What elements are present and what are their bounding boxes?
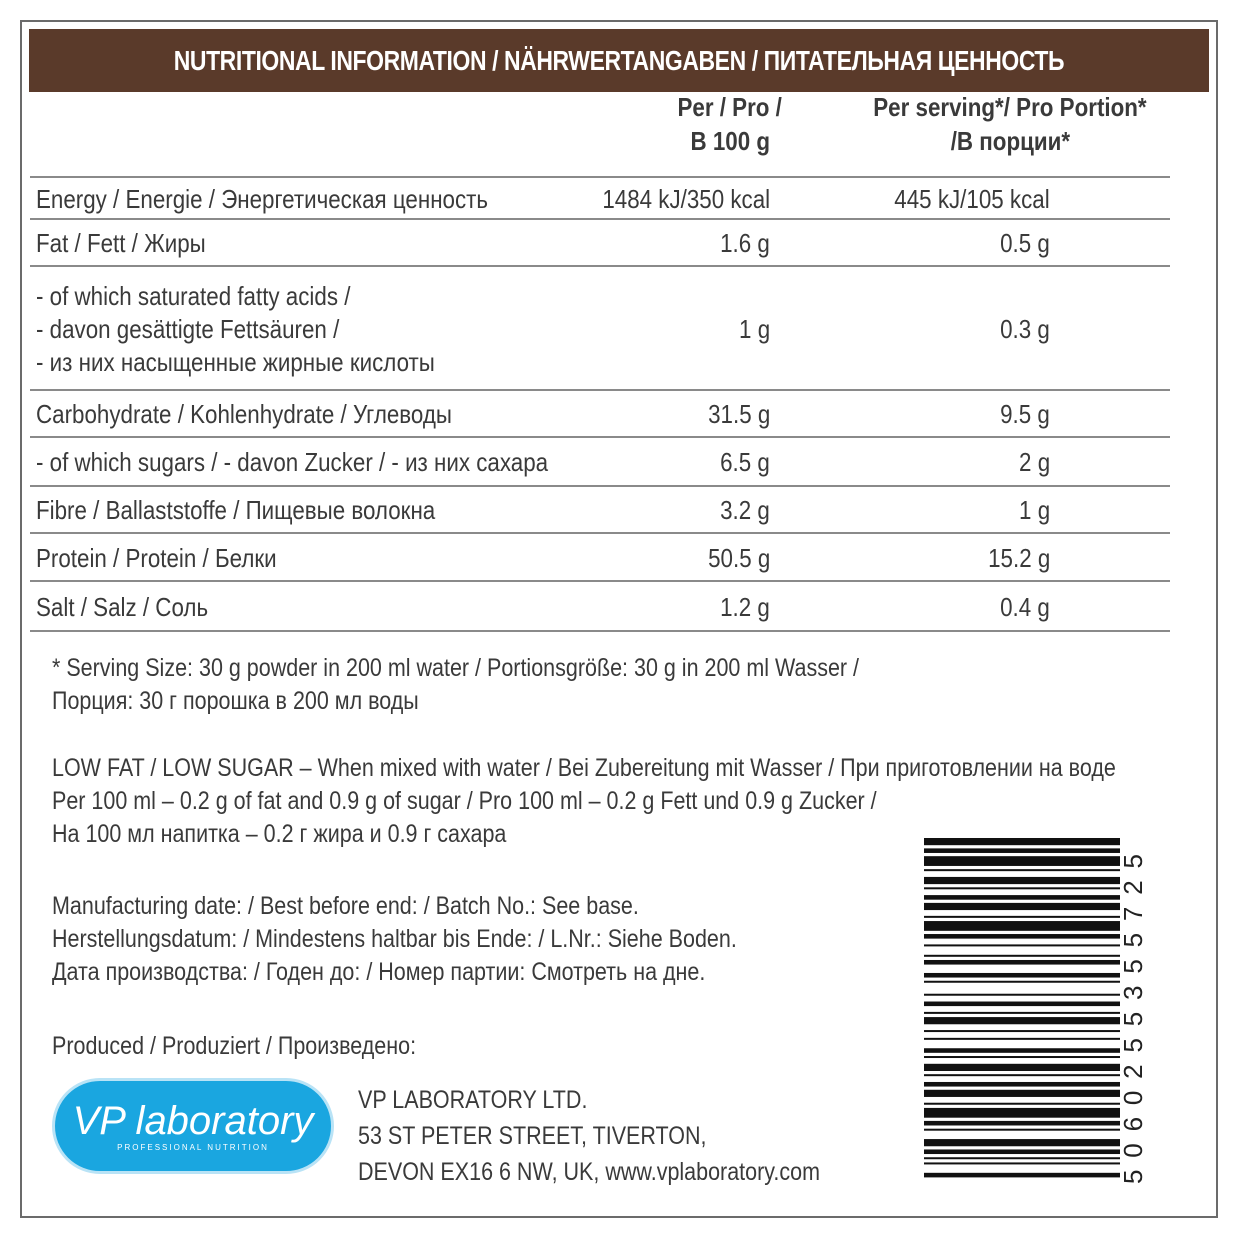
value-text: 0.3 g	[1000, 313, 1050, 344]
value-text: 1 g	[1018, 495, 1050, 525]
barcode-bar	[924, 838, 1120, 845]
value-text: 0.4 g	[1000, 591, 1050, 622]
nutrient-name	[36, 178, 562, 220]
dates-note-line2: Herstellungsdatum: / Mindestens haltbar bis Ende: / L.Nr.: Siehe Boden.	[52, 925, 737, 953]
barcode-bar	[924, 848, 1120, 853]
barcode-bar	[924, 1012, 1120, 1014]
barcode-bar	[924, 981, 1120, 983]
header-title: NUTRITIONAL INFORMATION / NÄHRWERTANGABEN / ПИТАТЕЛЬНАЯ ЦЕННОСТЬ	[173, 44, 1065, 76]
column-header-per-100g	[650, 90, 810, 158]
value-per-serving	[910, 220, 1050, 267]
dates-note-line1: Manufacturing date: / Best before end: / Batch No.: See base.	[52, 892, 639, 920]
nutrient-name-line: - of which saturated fatty acids /	[36, 280, 351, 311]
barcode-bar	[924, 1056, 1120, 1058]
table-row	[30, 391, 1170, 438]
dates-note-line3: Дата производства: / Годен до: / Номер партии: Смотреть на дне.	[52, 958, 706, 986]
barcode-bar	[924, 1082, 1120, 1087]
nutrient-name-line: Fibre / Ballaststoffe / Пищевые волокна	[36, 495, 436, 525]
manufacturer-address	[358, 1082, 895, 1190]
barcode-bar	[924, 1002, 1120, 1007]
table-body	[30, 178, 1170, 632]
value-per-100g	[610, 220, 770, 267]
barcode-bar	[924, 921, 1120, 931]
barcode-bar	[924, 1108, 1120, 1118]
column-header-per-serving-line2: /В порции*	[950, 126, 1070, 156]
nutrient-name-line: - из них насыщенные жирные кислоты	[36, 346, 435, 377]
value-per-100g	[610, 438, 770, 487]
value-text: 31.5 g	[707, 399, 770, 429]
low-fat-note-line2: Per 100 ml – 0.2 g of fat and 0.9 g of sugar / Pro 100 ml – 0.2 g Fett und 0.9 g Zucker /	[52, 787, 877, 815]
nutrient-name	[36, 534, 316, 582]
table-row	[30, 487, 1170, 534]
barcode-bar	[924, 1121, 1120, 1126]
table-header-row	[30, 78, 1170, 178]
value-per-100g	[610, 534, 770, 582]
logo-name: VP laboratory	[72, 1098, 314, 1143]
barcode	[924, 838, 1150, 1188]
barcode-bar	[924, 1090, 1120, 1097]
serving-size-note	[52, 652, 990, 718]
nutrient-name	[36, 391, 520, 438]
nutrient-name	[36, 438, 631, 487]
value-text: 15.2 g	[987, 542, 1050, 573]
low-fat-note	[52, 752, 1237, 851]
value-text: 445 kJ/105 kcal	[894, 183, 1050, 214]
barcode-bar	[924, 1074, 1120, 1076]
logo-tagline: PROFESSIONAL NUTRITION	[117, 1142, 269, 1152]
value-per-serving	[894, 178, 1050, 220]
nutrient-name	[36, 267, 500, 391]
nutrient-name	[36, 582, 236, 632]
barcode-bar	[924, 955, 1120, 957]
nutrient-name	[36, 220, 233, 267]
value-text: 9.5 g	[1000, 399, 1050, 429]
barcode-bar	[924, 1149, 1120, 1154]
table-row	[30, 534, 1170, 582]
value-per-serving	[910, 267, 1050, 391]
barcode-bar	[924, 877, 1120, 884]
nutrient-name-line: - of which sugars / - davon Zucker / - из них сахара	[36, 447, 549, 477]
value-text: 0.5 g	[1000, 228, 1050, 258]
nutrient-name-line: Carbohydrate / Kohlenhydrate / Углеводы	[36, 399, 452, 429]
barcode-bar	[924, 934, 1120, 939]
value-text: 1 g	[738, 313, 770, 344]
low-fat-note-line1: LOW FAT / LOW SUGAR – When mixed with water / Bei Zubereitung mit Wasser / При приготовлении на воде	[52, 754, 1116, 782]
address-line3: DEVON EX16 6 NW, UK, www.vplaboratory.com	[358, 1158, 821, 1186]
value-text: 1484 kJ/350 kcal	[602, 183, 770, 214]
value-per-100g	[610, 267, 770, 391]
column-header-per-100g-line2: B 100 g	[690, 126, 770, 156]
barcode-bar	[924, 856, 1120, 866]
serving-note-line2: Порция: 30 г порошка в 200 мл воды	[52, 687, 419, 715]
nutrient-name-line: Salt / Salz / Соль	[36, 591, 209, 622]
produced-label-text: Produced / Produziert / Произведено:	[52, 1032, 417, 1060]
barcode-bar	[924, 903, 1120, 910]
produced-label	[52, 1030, 475, 1063]
value-per-serving	[910, 534, 1050, 582]
column-header-per-100g-line1: Per / Pro /	[677, 92, 783, 122]
table-row	[30, 220, 1170, 267]
value-per-serving	[910, 487, 1050, 534]
value-text: 2 g	[1018, 447, 1050, 477]
nutrient-name-line: Energy / Energie / Энергетическая ценность	[36, 183, 489, 214]
nutrition-table	[30, 78, 1170, 632]
barcode-bar	[924, 1157, 1120, 1159]
dates-note	[52, 890, 848, 989]
barcode-bar	[924, 994, 1120, 996]
address-line1: VP LABORATORY LTD.	[358, 1086, 588, 1114]
barcode-bar	[924, 960, 1120, 965]
barcode-bar	[924, 1103, 1120, 1105]
value-text: 1.6 g	[720, 228, 770, 258]
table-row	[30, 178, 1170, 220]
nutrient-name-line: Protein / Protein / Белки	[36, 542, 277, 573]
barcode-bar	[924, 1030, 1120, 1032]
value-text: 3.2 g	[720, 495, 770, 525]
low-fat-note-line3: На 100 мл напитка – 0.2 г жира и 0.9 г сахара	[52, 820, 507, 848]
barcode-bar	[924, 1173, 1120, 1178]
barcode-bar	[924, 1162, 1120, 1164]
barcode-digits: 5060255355725	[1118, 854, 1148, 1184]
address-line2: 53 ST PETER STREET, TIVERTON,	[358, 1122, 707, 1150]
table-row	[30, 582, 1170, 632]
barcode-bar	[924, 1038, 1120, 1040]
value-per-serving	[910, 582, 1050, 632]
column-header-per-serving-line1: Per serving*/ Pro Portion*	[873, 92, 1147, 122]
value-per-100g	[602, 178, 770, 220]
value-text: 1.2 g	[720, 591, 770, 622]
barcode-bar	[924, 1139, 1120, 1146]
nutrient-name-line: Fat / Fett / Жиры	[36, 228, 206, 258]
value-per-serving	[910, 391, 1050, 438]
barcode-bars	[924, 838, 1120, 1177]
barcode-bar	[924, 1017, 1120, 1024]
serving-note-line1: * Serving Size: 30 g powder in 200 ml water / Portionsgröße: 30 g in 200 ml Wasser /	[52, 654, 860, 682]
barcode-bar	[924, 1048, 1120, 1053]
barcode-bar	[924, 869, 1120, 871]
table-row	[30, 438, 1170, 487]
value-per-100g	[610, 487, 770, 534]
nutrient-name-line: - davon gesättigte Fettsäuren /	[36, 313, 340, 344]
barcode-bar	[924, 916, 1120, 918]
value-text: 50.5 g	[707, 542, 770, 573]
column-header-per-serving	[850, 90, 1170, 158]
vp-laboratory-logo	[52, 1078, 334, 1174]
barcode-bar	[924, 895, 1120, 900]
barcode-bar	[924, 1064, 1120, 1071]
value-per-100g	[610, 391, 770, 438]
value-per-100g	[610, 582, 770, 632]
table-row	[30, 267, 1170, 391]
value-per-serving	[910, 438, 1050, 487]
barcode-bar	[924, 887, 1120, 889]
barcode-bar	[924, 973, 1120, 978]
nutrient-name	[36, 487, 500, 534]
value-text: 6.5 g	[720, 447, 770, 477]
barcode-bar	[924, 944, 1120, 946]
barcode-bar	[924, 1129, 1120, 1131]
